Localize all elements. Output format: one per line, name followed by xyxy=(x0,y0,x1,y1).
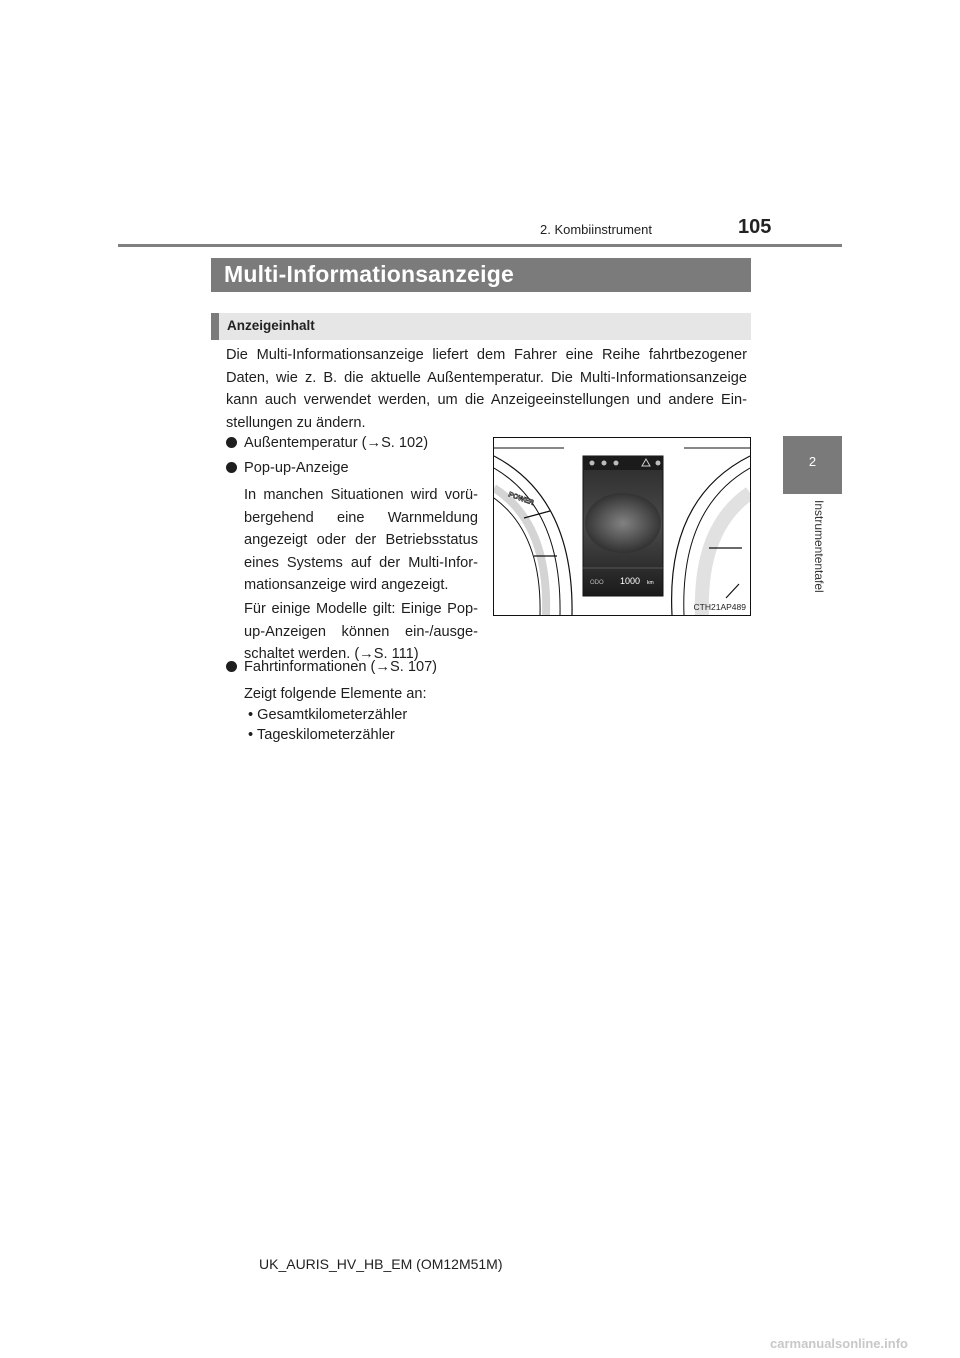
watermark: carmanualsonline.info xyxy=(770,1336,908,1351)
list-item xyxy=(226,432,428,454)
item-paragraph: Zeigt folgende Elemente an: xyxy=(244,686,427,702)
figure-code: CTH21AP489 xyxy=(693,602,746,612)
chapter-tab xyxy=(783,436,842,494)
warning-icon xyxy=(614,461,619,466)
power-label: POWER xyxy=(507,491,535,507)
item-text: Außentemperatur (→S. 102) xyxy=(244,435,429,451)
instrument-cluster-drawing xyxy=(494,438,750,615)
item-paragraph: In manchen Situationen wird vorü-bergehend eine Warnmeldung angezeigt oder der Betriebsstatus eines Systems auf der Multi-Infor-mationsanzeige wird angezeigt. xyxy=(244,487,478,593)
sub-list-item: • Tageskilometerzähler xyxy=(248,727,395,743)
chapter-tab-number: 2 xyxy=(808,454,817,469)
chapter-tab-label: Instrumententafel xyxy=(812,500,826,593)
bullet-icon xyxy=(226,462,237,473)
chapter-title: 2. Kombiinstrument xyxy=(540,222,652,237)
bullet-icon xyxy=(226,661,237,672)
instrument-cluster-illustration xyxy=(493,437,751,616)
odo-label: ODO xyxy=(590,580,604,586)
odometer-unit: km xyxy=(647,580,654,586)
item-text: Fahrtinformationen (→S. 107) xyxy=(244,659,438,675)
document-id: UK_AURIS_HV_HB_EM (OM12M51M) xyxy=(259,1256,503,1272)
section-title: Multi-Informationsanzeige xyxy=(211,258,751,292)
warning-icon xyxy=(590,461,595,466)
bullet-icon xyxy=(226,437,237,448)
warning-icon xyxy=(656,461,661,466)
item-text: Pop-up-Anzeige xyxy=(244,460,349,476)
list-item xyxy=(226,656,437,678)
list-item xyxy=(226,457,349,479)
warning-icon xyxy=(602,461,607,466)
item-paragraph: Für einige Modelle gilt: Einige Pop-up-Anzeigen können ein-/ausge-schaltet werden. (→S. 111) xyxy=(244,601,478,662)
intro-paragraph: Die Multi-Informationsanzeige liefert dem Fahrer eine Reihe fahrtbezogener Daten, wie z. B. die aktuelle Außentemperatur. Die Multi-Informationsanzeige kann auch verwendet werden, um die Anzeigeeinstellungen und andere Ein-stellungen zu ändern. xyxy=(226,347,747,431)
subsection-title: Anzeigeinhalt xyxy=(211,313,751,340)
sub-list-item: • Gesamtkilometerzähler xyxy=(248,707,408,723)
page-number: 105 xyxy=(738,216,772,238)
odometer-value: 1000 xyxy=(620,576,641,586)
header-rule xyxy=(118,244,842,247)
